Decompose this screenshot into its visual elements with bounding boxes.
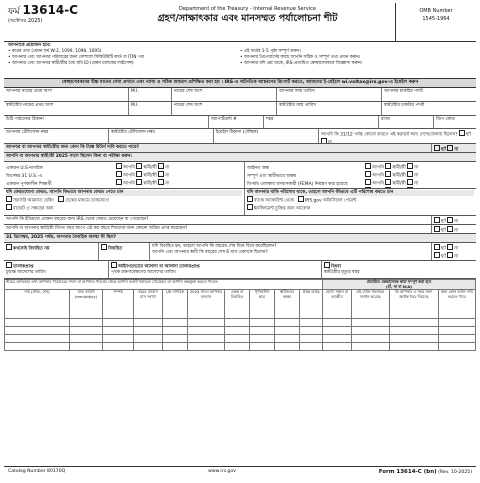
form-title: গ্রহণ/সাক্ষাৎকার এবং মানসম্মত পর্যালোচনা শীট xyxy=(157,13,338,24)
spouse-phone-field[interactable]: স্বামী/স্ত্রীর টেলিফোন নম্বর xyxy=(109,129,214,143)
spouse-checkbox[interactable] xyxy=(385,187,391,188)
none-checkbox[interactable] xyxy=(407,163,413,169)
widowed-checkbox[interactable] xyxy=(324,262,330,268)
spouse-row xyxy=(4,102,476,116)
volunteer-head: প্রত্যয়িত স্বেচ্ছাসেবক দ্বারা সম্পূর্ণ করা হবে (হাঁ, না বা N/A) xyxy=(323,280,476,290)
dependent-cell[interactable] xyxy=(188,327,225,335)
q3-no-checkbox[interactable] xyxy=(447,217,453,223)
form-header xyxy=(4,3,476,42)
apt-field[interactable]: অ্যাপার্টমেন্ট # xyxy=(209,116,264,128)
dependent-row xyxy=(5,335,476,343)
you-checkbox[interactable] xyxy=(365,179,371,185)
city-field[interactable]: শহর xyxy=(264,116,379,128)
state-field[interactable]: রাজ্য xyxy=(379,116,434,128)
married-option: বিবাহিত xyxy=(99,243,150,260)
dependent-cell[interactable] xyxy=(70,335,103,343)
married-q2-no[interactable] xyxy=(447,252,453,258)
none-checkbox[interactable] xyxy=(158,163,164,169)
mail-check-checkbox[interactable] xyxy=(58,196,64,202)
dependent-cell[interactable] xyxy=(225,327,250,335)
q5-row xyxy=(4,234,476,243)
q4-no-checkbox[interactable] xyxy=(447,226,453,232)
status-item: একজন U.S নাগরিক আপনি স্বামী/স্ত্রী না xyxy=(6,163,242,171)
you-checkbox[interactable] xyxy=(365,187,371,188)
q4-row xyxy=(4,225,476,234)
form-number: 13614-C xyxy=(22,3,78,17)
marital-row-1 xyxy=(4,243,476,261)
dependent-cell[interactable] xyxy=(163,327,188,335)
dependent-cell[interactable] xyxy=(163,343,188,351)
q1-options xyxy=(432,144,476,152)
married-options: হ্যাঁ না হ্যাঁ না xyxy=(432,243,476,260)
form-revision: (অক্টোবর 2025) xyxy=(8,18,43,24)
spouse-job-field[interactable]: স্বামী/স্ত্রীর চাকরির পদবী xyxy=(384,103,425,108)
q3-row xyxy=(4,216,476,225)
dependent-cell[interactable] xyxy=(250,335,275,343)
abroad-question-text: আপনি কি 31/12 পর্যন্ত কোনো কারণে এই করবর্ষে অন্য দেশে/জেলায় ছিলেন? xyxy=(321,132,458,138)
dependent-cell[interactable] xyxy=(300,319,323,327)
q2-row xyxy=(4,153,476,162)
never-married-option: কখনোই বিবাহিত নয় xyxy=(4,243,99,260)
omb-label: OMB Number xyxy=(419,8,453,14)
refund-head: যদি ফেরতযোগ্য ফেরত, আপনি কিভাবে আপনার ফেরত পেতে চান xyxy=(6,190,242,196)
dependent-cell[interactable] xyxy=(103,327,134,335)
col-single: একক বা বিবাহিত xyxy=(225,290,250,319)
status-left xyxy=(4,162,245,188)
spouse-checkbox[interactable] xyxy=(136,163,142,169)
married-question-1: যদি বিবাহিত হন, তাহলে আপনি কি বছরের শেষ দিনে বিয়ে করেছিলেন? xyxy=(152,244,277,249)
q3-options: হ্যাঁ না xyxy=(432,216,476,224)
installment-checkbox[interactable] xyxy=(247,204,253,210)
instruction-line: • আপনার এবং আপনার পরিবারের জন্য সোশ্যাল সিকিউরিটি কার্ড বা ITIN পত্র xyxy=(8,55,144,60)
col-volunteer-3: কি আপনার এ সময় জন্য অর্ধেক খরচ দিয়েছে xyxy=(389,290,438,319)
yes-label: হ্যাঁ xyxy=(441,147,446,152)
dependent-cell[interactable] xyxy=(188,319,225,327)
spouse-dob-field[interactable]: স্বামী/স্ত্রীর জন্ম তারিখ xyxy=(277,102,382,115)
dependent-cell[interactable] xyxy=(389,327,438,335)
dependent-cell[interactable] xyxy=(250,327,275,335)
none-checkbox[interactable] xyxy=(407,179,413,185)
married-q1-yes[interactable] xyxy=(434,244,440,250)
dependent-cell[interactable] xyxy=(351,319,389,327)
dependent-cell[interactable] xyxy=(300,343,323,351)
married-question-2: আপনি এবং আপনার স্বামী কি বছরের শেষ 6 মাস একসঙ্গে ছিলেন? xyxy=(152,249,268,255)
dependent-cell[interactable] xyxy=(134,335,163,343)
contact-row xyxy=(4,129,476,144)
none-checkbox[interactable] xyxy=(158,171,164,177)
none-checkbox[interactable] xyxy=(158,179,164,185)
dependent-cell[interactable] xyxy=(134,319,163,327)
you-checkbox[interactable] xyxy=(116,171,122,177)
col-student: পূর্ণকালীন ছাত্র xyxy=(250,290,275,319)
form-number-block xyxy=(4,3,100,41)
dependent-cell[interactable] xyxy=(323,327,352,335)
dependent-row xyxy=(5,343,476,351)
dependent-cell[interactable] xyxy=(225,319,250,327)
no-label: না xyxy=(328,140,332,143)
dependent-cell[interactable] xyxy=(389,343,438,351)
married-questions xyxy=(150,243,432,260)
email-field[interactable]: ইমেইল ঠিকানা (ঐচ্ছিক) xyxy=(214,129,319,143)
catalog-number: Catalog Number 80170Q xyxy=(8,469,66,474)
dependent-cell[interactable] xyxy=(70,343,103,351)
mi-field[interactable]: M.I. xyxy=(129,88,172,101)
spouse-checkbox[interactable] xyxy=(385,179,391,185)
status-item: একজন পূর্ণকালীন শিক্ষার্থী আপনি স্বামী/স্ত্রী না xyxy=(6,179,242,187)
dependent-cell[interactable] xyxy=(351,335,389,343)
married-q2-yes[interactable] xyxy=(434,252,440,258)
dependent-row xyxy=(5,319,476,327)
you-checkbox[interactable] xyxy=(365,171,371,177)
dependent-cell[interactable] xyxy=(5,343,70,351)
department: Department of the Treasury - Internal Revenue Service xyxy=(179,6,316,12)
col-us: US নাগরিক xyxy=(163,290,188,319)
widowed-option: বিধবা স্বামী/স্ত্রীর মৃত্যুর বছর xyxy=(322,261,476,278)
ethics-band: স্বেচ্ছাসেবকদের উচ্চ মানের সেবা প্রদানে এবং ন্যায্য ও সঠিক আচরণ প্রশিক্ষিত করা হয় । IRS-এ অনৈতিক আচরণের রিপোর্ট করতে, আমাদের ই-মেইলে wi.voltax@irs.gov-এ ইমেইল করুন xyxy=(4,78,476,88)
q3-yes-checkbox[interactable] xyxy=(434,217,440,223)
instruction-line: • করের তথ্য (যেমন ফর্ম W-2, 1099, 1098, 1095) xyxy=(8,49,102,54)
instructions xyxy=(4,42,476,78)
q5-text: 31 ডিসেম্বর, 2025 পর্যন্ত, আপনার বৈবাহিক অবস্থা কী ছিল? xyxy=(6,235,117,240)
you-checkbox[interactable] xyxy=(365,163,371,169)
dependent-cell[interactable] xyxy=(134,327,163,335)
dependent-cell[interactable] xyxy=(188,343,225,351)
col-months: বছরে বসবাস মাস সংখ্যা xyxy=(134,290,163,319)
dependent-cell[interactable] xyxy=(103,335,134,343)
dependent-cell[interactable] xyxy=(275,319,300,327)
col-dob: জন্ম তারিখ (mm/dd/yy) xyxy=(70,290,103,319)
spouse-first-name-field[interactable]: স্বামী/স্ত্রীর নামের প্রথম অংশ xyxy=(4,102,129,115)
spouse-checkbox[interactable] xyxy=(385,171,391,177)
dependent-cell[interactable] xyxy=(225,343,250,351)
divorced-option: তালাকপ্রাপ্ত চূড়ান্ত আদেশের তারিখ xyxy=(4,261,109,278)
omb-number: 1545-1964 xyxy=(422,16,450,22)
status-item: ডিসেম্বর 31 U.S.-এ আপনি স্বামী/স্ত্রী না xyxy=(6,171,242,179)
dependent-cell[interactable] xyxy=(351,343,389,351)
form-reference: Form 13614-C (bn) (Rev. 10-2025) xyxy=(378,469,472,475)
instructions-heading: আপনাকে প্রয়োজন হবে: xyxy=(8,43,51,48)
abroad-no-checkbox[interactable] xyxy=(321,138,327,143)
marital-row-2 xyxy=(4,261,476,279)
dependent-cell[interactable] xyxy=(275,343,300,351)
dependent-cell[interactable] xyxy=(300,327,323,335)
dependent-cell[interactable] xyxy=(250,343,275,351)
separated-checkbox[interactable] xyxy=(111,262,117,268)
refund-options: যদি ফেরতযোগ্য ফেরত, আপনি কিভাবে আপনার ফেরত পেতে চান সরাসরি আমানত চেকিং চেকের মাধ্যমে ডাকযোগে বাজেট ও সঞ্চয়ের জন্য xyxy=(4,189,245,215)
q1-row xyxy=(4,144,476,153)
spouse-mi-field[interactable]: M.I. xyxy=(129,102,172,115)
title-block xyxy=(100,3,395,41)
form-footer xyxy=(4,466,476,477)
col-name: নাম (প্রথম, শেষ) xyxy=(5,290,70,319)
payment-head: যদি আপনার বাকি পরিশোধ থাকে, তাহলে আপনি কীভাবে এটি পরিশোধ করতে চান xyxy=(247,190,474,196)
dependent-cell[interactable] xyxy=(5,335,70,343)
omb-block xyxy=(395,3,476,41)
dependent-row xyxy=(5,327,476,335)
dependents-header-row xyxy=(5,280,476,290)
spouse-checkbox[interactable] xyxy=(136,171,142,177)
status-grid xyxy=(4,162,476,189)
dependent-cell[interactable] xyxy=(389,319,438,327)
you-checkbox[interactable] xyxy=(116,163,122,169)
irs-website: www.irs.gov xyxy=(208,469,236,474)
status-right xyxy=(245,162,476,188)
spouse-last-name-field[interactable]: নামের শেষ অংশ xyxy=(172,102,277,115)
job-title-field[interactable]: আপনার চাকরির পদবী xyxy=(384,89,423,94)
spouse-checkbox[interactable] xyxy=(385,163,391,169)
direct-deposit-checkbox[interactable] xyxy=(6,196,12,202)
dependent-cell[interactable] xyxy=(225,335,250,343)
dependent-cell[interactable] xyxy=(70,319,103,327)
dependent-cell[interactable] xyxy=(275,335,300,343)
status-item xyxy=(247,187,474,188)
dependent-cell[interactable] xyxy=(438,335,475,343)
dependent-cell[interactable] xyxy=(438,319,475,327)
none-checkbox[interactable] xyxy=(407,187,413,188)
form-page xyxy=(4,3,476,477)
form-label: ফর্ম xyxy=(8,7,20,17)
address-row xyxy=(4,116,476,129)
married-checkbox[interactable] xyxy=(101,244,107,250)
abroad-yes-checkbox[interactable] xyxy=(459,130,465,136)
budget-checkbox[interactable] xyxy=(6,204,12,210)
col-relation: সম্পর্ক xyxy=(103,290,134,319)
dependent-cell[interactable] xyxy=(389,335,438,343)
dependent-cell[interactable] xyxy=(351,327,389,335)
q1-no-checkbox[interactable] xyxy=(447,145,453,151)
dependents-intro: নীচের তালিকার তথ্য আপনার পরিবারের সদস্য বা আপনার পরিবার থেকে আপনি কতটি সহায়তা পেয়েছেন তা আপনি অন্তর্ভুক্ত করতে পারেন: xyxy=(5,280,323,290)
status-item: সম্পূর্ণ এবং স্থায়ীভাবে অক্ষম আপনি স্বামী/স্ত্রী না xyxy=(247,171,474,179)
dependent-cell[interactable] xyxy=(188,335,225,343)
dependent-cell[interactable] xyxy=(5,319,70,327)
dependent-cell[interactable] xyxy=(438,343,475,351)
col-volunteer-2: এই ব্যক্তি নিজেকে সমর্থন করেছে xyxy=(351,290,389,319)
dependent-cell[interactable] xyxy=(163,319,188,327)
yes-label: হ্যাঁ xyxy=(465,132,471,138)
dependent-cell[interactable] xyxy=(163,335,188,343)
col-volunteer-4: অন্য কোন ব্যক্তি দাবি করতে পারে xyxy=(438,290,475,319)
status-item: আইনত অন্ধ আপনি স্বামী/স্ত্রী না xyxy=(247,163,474,171)
instruction-line: • আপনার এবং আপনার স্বামী/স্ত্রীর বৈধ ছবি ID (যেমন চালকের লাইসেন্স) xyxy=(8,61,134,66)
abroad-question xyxy=(319,129,476,143)
none-checkbox[interactable] xyxy=(407,171,413,177)
q1-text: আপনার বা আপনার স্বামী/স্ত্রীর জন্য কোন কি ট্যাক্স রিটার্ন দাবি করতে পারে? xyxy=(4,144,432,152)
col-disabled: স্থায়ীভাবে অক্ষম xyxy=(275,290,300,319)
refund-row xyxy=(4,189,476,216)
spouse-checkbox[interactable] xyxy=(136,179,142,185)
q2-text: আপনি বা আপনার স্বামী/স্ত্রী 2025 সালে ছিলেন কিনা বা পরীক্ষা করুন: xyxy=(6,154,133,159)
married-q1-no[interactable] xyxy=(447,244,453,250)
col-volunteer-1: যোগ্য সন্তান বা আত্মীয় xyxy=(323,290,352,319)
never-married-checkbox[interactable] xyxy=(6,244,12,250)
q3-text: আপনি কি ইতিমধ্যে প্রাক্তন বছরের জন্য IRS থেকে ফেরত চেয়েছেন বা পেয়েছেন? xyxy=(4,216,432,224)
q4-text: আপনি বা আপনার স্বামী/স্ত্রী বিগত বছর আগে এই কর বছরে শিশুদের জন্য কোনো অগ্রিম প্রাপ্ত করেছেন? xyxy=(4,225,432,233)
zip-field[interactable]: জিপ কোড xyxy=(436,117,455,122)
dependents-body xyxy=(5,319,476,351)
status-item: বিপর্যয় এলাকায় বসবাসকারী (FEMA) নিয়ন্ত্রণ করা হয়েছে আপনি স্বামী/স্ত্রী না xyxy=(247,179,474,187)
dependent-cell[interactable] xyxy=(250,319,275,327)
separated-option: আইনগতভাবে আলাদা বা আলাদা তালাকপ্রাপ্ত পৃথক রক্ষণাবেক্ষণের আদেশের তারিখ xyxy=(109,261,322,278)
dependent-cell[interactable] xyxy=(300,335,323,343)
divorced-checkbox[interactable] xyxy=(6,262,12,268)
q1-yes-checkbox[interactable] xyxy=(434,145,440,151)
no-label: না xyxy=(454,147,459,152)
dependent-cell[interactable] xyxy=(275,327,300,335)
dependent-cell[interactable] xyxy=(323,343,352,351)
dependent-cell[interactable] xyxy=(323,319,352,327)
first-name-field[interactable]: আপনার নামের প্রথম অংশ xyxy=(4,88,129,101)
phone-field[interactable]: আপনার টেলিফোন নম্বর xyxy=(4,129,109,143)
instruction-line: • আপনার যদি প্রশ্ন থাকে, IRS-প্রত্যয়িত স্বেচ্ছাসেবককে জিজ্ঞাসা করুন। xyxy=(240,61,363,66)
dependents-table xyxy=(4,279,476,351)
instruction-line: • এই ফর্মের 1-5 পৃষ্ঠা সম্পূর্ণ করুন। xyxy=(240,49,301,54)
dependent-cell[interactable] xyxy=(5,327,70,335)
col-itin: ITIN আছে xyxy=(300,290,323,319)
name-row xyxy=(4,88,476,102)
last-name-field[interactable]: নামের শেষ অংশ xyxy=(172,88,277,101)
dob-field[interactable]: আপনার জন্ম তারিখ xyxy=(277,88,382,101)
dependent-cell[interactable] xyxy=(438,327,475,335)
dependent-cell[interactable] xyxy=(323,335,352,343)
dependent-cell[interactable] xyxy=(70,327,103,335)
irs-payment-checkbox[interactable] xyxy=(298,196,304,202)
dependent-cell[interactable] xyxy=(103,343,134,351)
payment-options: যদি আপনার বাকি পরিশোধ থাকে, তাহলে আপনি কীভাবে এটি পরিশোধ করতে চান ব্যাংক অ্যাকাউন্ট থেকে IRS.gov অফিসিয়াল পেমেন্ট ইনস্টলমেন্ট চুক্তির জন্য আবেদন xyxy=(245,189,476,215)
q4-options: হ্যাঁ না xyxy=(432,225,476,233)
address-field[interactable]: চিঠি পাঠানোর ঠিকানা xyxy=(4,116,209,128)
dependent-cell[interactable] xyxy=(103,319,134,327)
bank-account-checkbox[interactable] xyxy=(247,196,253,202)
you-checkbox[interactable] xyxy=(116,179,122,185)
dependents-columns xyxy=(5,290,476,319)
col-resident: 2025 সালে আপনার বসবাস xyxy=(188,290,225,319)
instruction-line: • আপনার প্রিপেয়ার্সের কাছে আপনি সঠিক ও সম্পূর্ণ তথ্য প্রদান করুন। xyxy=(240,55,361,60)
dependent-cell[interactable] xyxy=(134,343,163,351)
q4-yes-checkbox[interactable] xyxy=(434,226,440,232)
